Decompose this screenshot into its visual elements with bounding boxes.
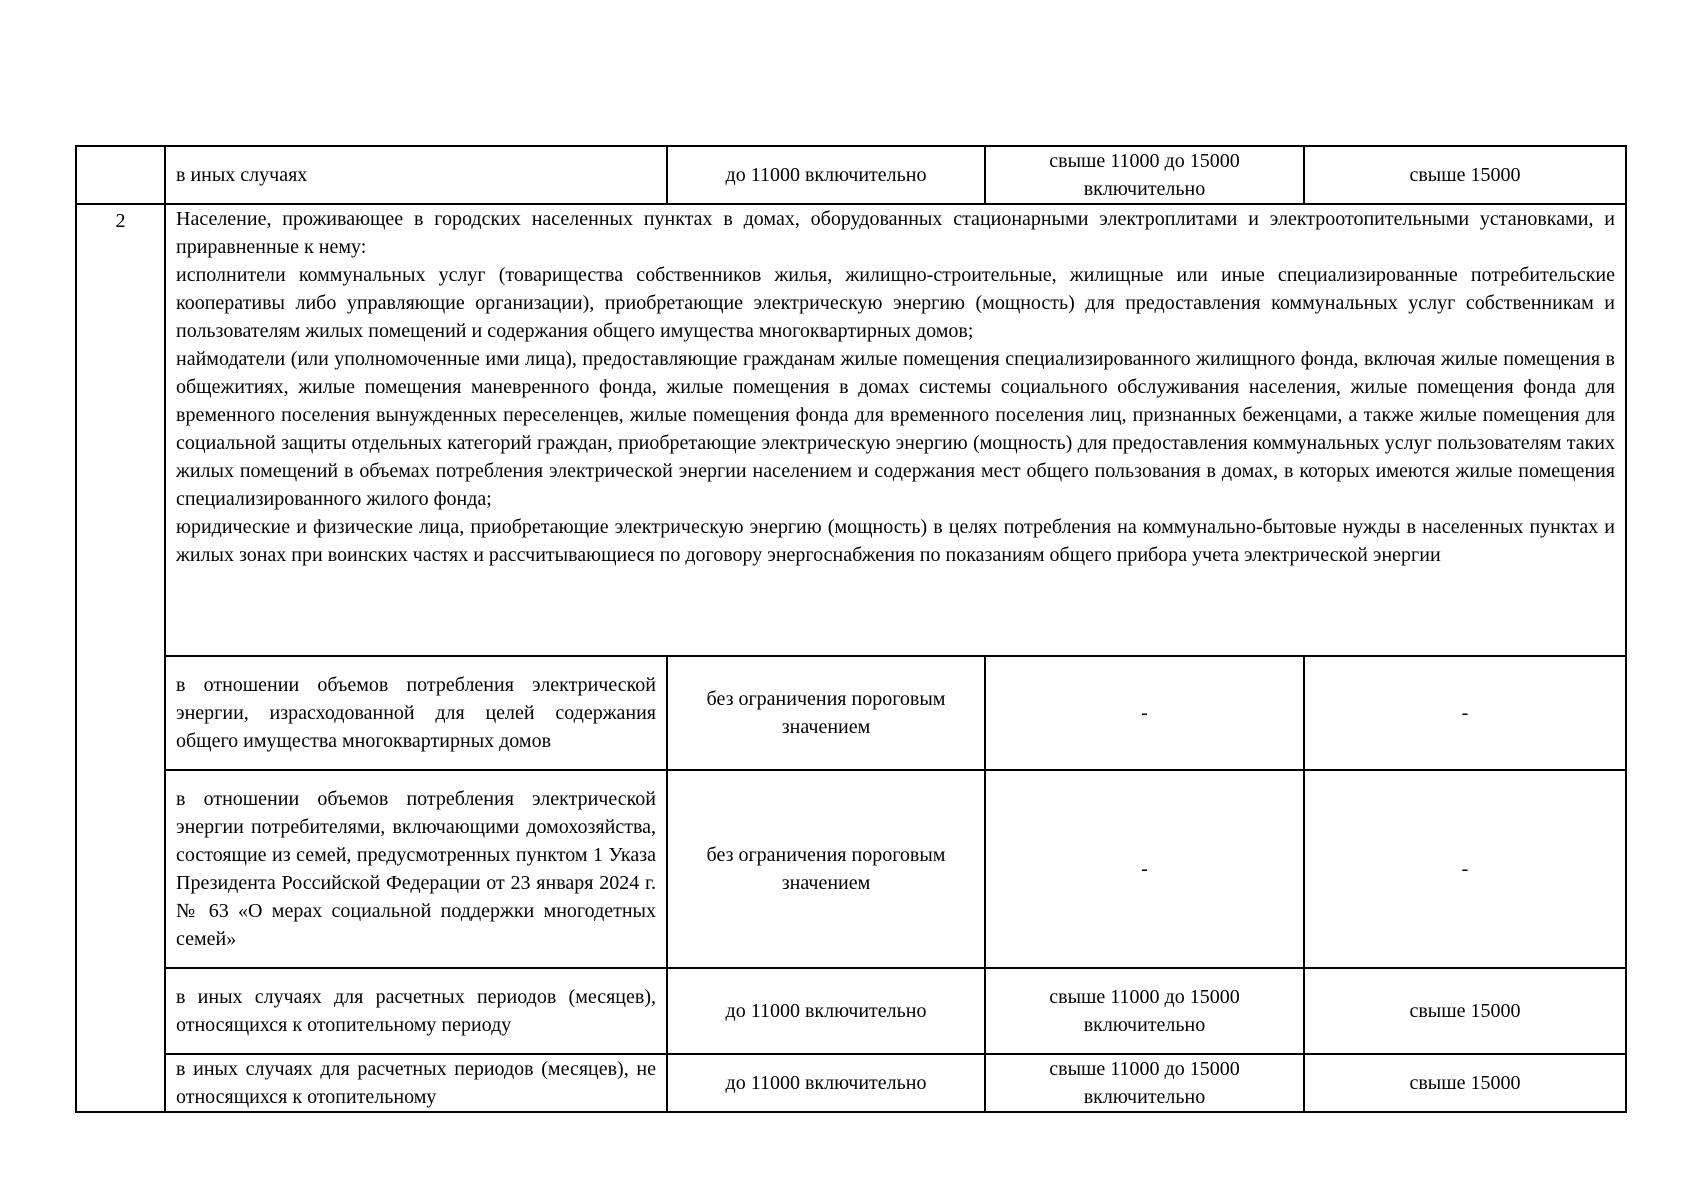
threshold-cell-3: свыше 15000 bbox=[1304, 146, 1626, 204]
category-paragraph: исполнители коммунальных услуг (товарищества собственников жилья, жилищно-строительные, жилищные или иные специализированные потребительские кооперативы либо управляющие организации), приобретающие электрическую энергию (мощность) для предоставления коммунальных услуг собственникам и пользователям жилых помещений и содержания общего имущества многоквартирных домов; bbox=[176, 264, 1615, 342]
category-paragraph: юридические и физические лица, приобретающие электрическую энергию (мощность) в целях потребления на коммунально-бытовые нужды в населенных пунктах и жилых зонах при воинских частях и рассчитывающиеся по договору энергоснабжения по показаниям общего прибора учета электрической энергии bbox=[176, 516, 1615, 566]
threshold-cell-2: - bbox=[985, 770, 1304, 968]
threshold-cell-3: - bbox=[1304, 770, 1626, 968]
row-number-cell: 2 bbox=[76, 204, 165, 1112]
threshold-cell-1: до 11000 включительно bbox=[667, 146, 985, 204]
table-row bbox=[76, 968, 1626, 1054]
threshold-cell-1: без ограничения пороговым значением bbox=[667, 656, 985, 770]
row-description-text: в иных случаях для расчетных периодов (месяцев), не относящихся к отопительному bbox=[176, 1058, 656, 1108]
row-description-cell: в отношении объемов потребления электрической энергии, израсходованной для целей содержания общего имущества многоквартирных домов bbox=[165, 656, 667, 770]
threshold-cell-3: свыше 15000 bbox=[1304, 1054, 1626, 1112]
row-description-cell: в иных случаях для расчетных периодов (месяцев), относящихся к отопительному периоду bbox=[165, 968, 667, 1054]
threshold-cell-2: свыше 11000 до 15000 включительно bbox=[985, 1054, 1304, 1112]
threshold-cell-3: - bbox=[1304, 656, 1626, 770]
tariff-threshold-table bbox=[75, 145, 1627, 1113]
category-paragraph: наймодатели (или уполномоченные ими лица), предоставляющие гражданам жилые помещения специализированного жилищного фонда, включая жилые помещения в общежитиях, жилые помещения маневренного фонда, жилые помещения в домах системы социального обслуживания населения, жилые помещения фонда для временного поселения вынужденных переселенцев, жилые помещения фонда для временного поселения лиц, признанных беженцами, а также жилые помещения для социальной защиты отдельных категорий граждан, приобретающие электрическую энергию (мощность) для предоставления коммунальных услуг пользователям таких жилых помещений в объемах потребления электрической энергии населением и содержания мест общего пользования в домах, в которых имеются жилые помещения специализированного жилого фонда; bbox=[176, 348, 1615, 510]
category-description-cell bbox=[165, 204, 1626, 656]
threshold-cell-1: до 11000 включительно bbox=[667, 968, 985, 1054]
threshold-cell-2: свыше 11000 до 15000 включительно bbox=[985, 968, 1304, 1054]
table-row bbox=[76, 656, 1626, 770]
category-paragraph: Население, проживающее в городских населенных пунктах в домах, оборудованных стационарными электроплитами и электроотопительными установками, и приравненные к нему: bbox=[176, 208, 1615, 258]
threshold-cell-2: свыше 11000 до 15000 включительно bbox=[985, 146, 1304, 204]
threshold-cell-1: до 11000 включительно bbox=[667, 1054, 985, 1112]
threshold-cell-2: - bbox=[985, 656, 1304, 770]
row-description-cell bbox=[165, 1054, 667, 1112]
threshold-cell-3: свыше 15000 bbox=[1304, 968, 1626, 1054]
table-row bbox=[76, 770, 1626, 968]
threshold-cell-1: без ограничения пороговым значением bbox=[667, 770, 985, 968]
table-row bbox=[76, 1054, 1626, 1112]
row-number-cell bbox=[76, 146, 165, 204]
table-row bbox=[76, 146, 1626, 204]
row-description-cell: в отношении объемов потребления электрической энергии потребителями, включающими домохозяйства, состоящие из семей, предусмотренных пунктом 1 Указа Президента Российской Федерации от 23 января 2024 г. № 63 «О мерах социальной поддержки многодетных семей» bbox=[165, 770, 667, 968]
row-description-cell: в иных случаях bbox=[165, 146, 667, 204]
table-row bbox=[76, 204, 1626, 656]
